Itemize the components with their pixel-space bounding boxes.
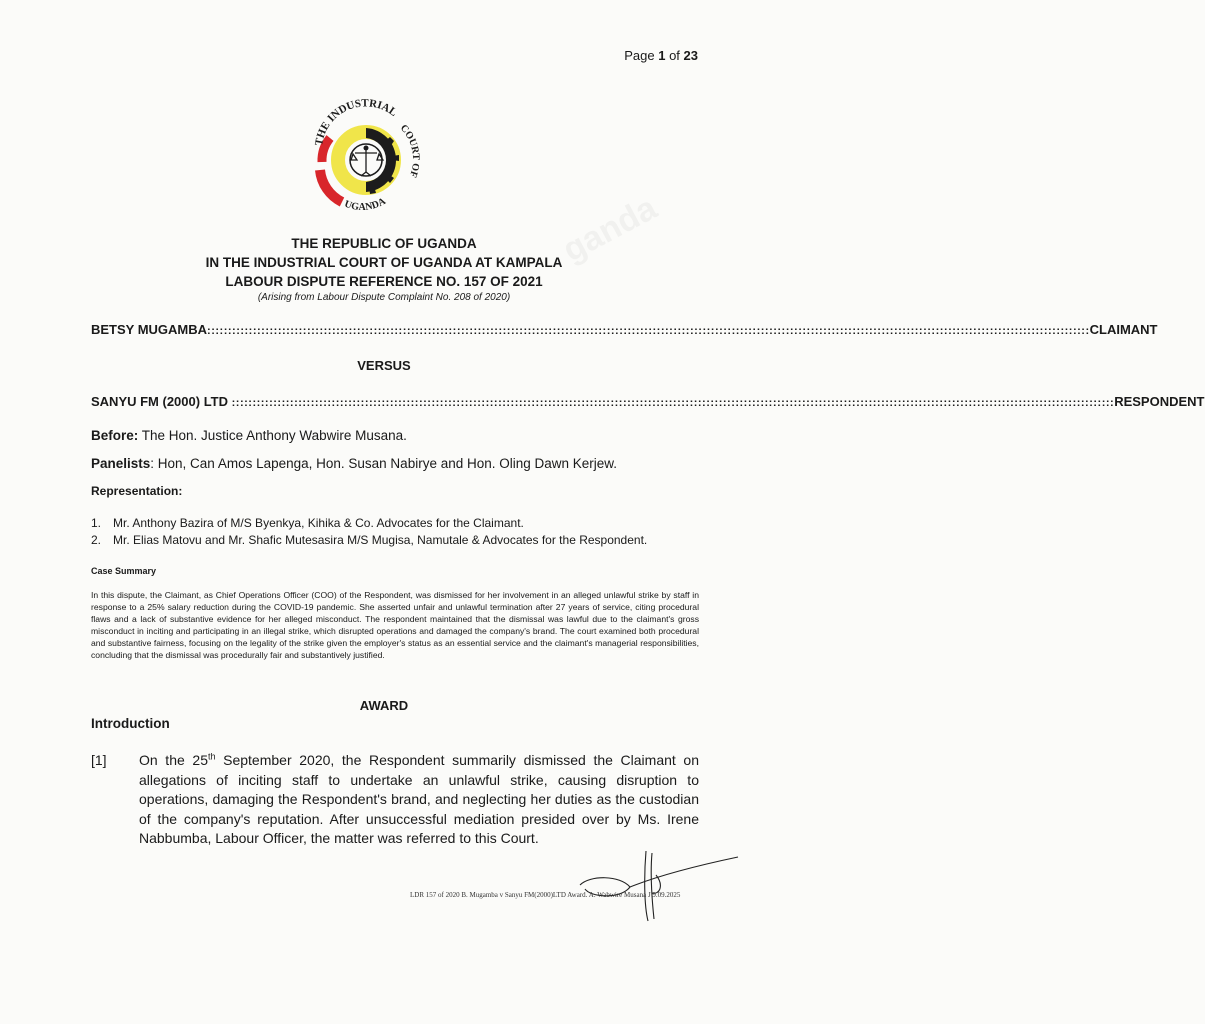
seal-text-bottom: UGANDA [342,195,388,213]
title-arising: (Arising from Labour Dispute Complaint No. 208 of 2020) [257,292,511,303]
panelists-label: Panelists [91,456,151,471]
respondent-dots: :::::::::::::::::::::::::::::::::::::::::::::::::::::::::::::::::::::::::::::::::::::::::::::::::::::::::::::::::::::::::::::::::::::::::::::::::::::::::::::::::::::::::::::::::::::::::::::::::::::::::::::::::::: [231,397,1115,409]
claimant-line [91,322,1158,337]
representation-item: 1. Mr. Anthony Bazira of M/S Byenkya, Kihika & Co. Advocates for the Claimant. [91,516,524,530]
award-heading: AWARD [359,698,409,713]
paragraph-text: On the 25th September 2020, the Respondent summarily dismissed the Claimant on allegations of inciting staff to undertake an unlawful strike, causing disruption to operations, damaging the Respondent's brand, and neglecting her duties as the custodian of the company's reputation. After unsuccessful mediation presided over by Ms. Irene Nabbumba, Labour Officer, the matter was referred to this Court. [139,751,699,846]
paragraph-1 [91,751,699,849]
before-label: Before: [91,428,139,443]
before-text: The Hon. Justice Anthony Wabwire Musana. [141,428,407,443]
respondent-role: RESPONDENT [1114,394,1205,409]
respondent-line [91,394,1205,409]
introduction-heading: Introduction [91,716,170,731]
claimant-name: BETSY MUGAMBA [91,322,208,337]
panelists-text: : Hon, Can Amos Lapenga, Hon. Susan Nabirye and Hon. Oling Dawn Kerjew. [150,456,618,471]
versus-label: VERSUS [357,358,411,373]
svg-text:UGANDA [343,196,388,213]
paragraph-number: [1] [91,752,107,768]
respondent-name: SANYU FM (2000) LTD [91,394,228,409]
title-court: IN THE INDUSTRIAL COURT OF UGANDA AT KAMPALA [205,255,563,270]
before-line [91,428,407,443]
case-summary-body: In this dispute, the Claimant, as Chief Operations Officer (COO) of the Respondent, was dismissed for her involvement in an alleged unlawful strike by staff in response to a 25% salary reduction during the COVID-19 pandemic. She asserted unfair and unlawful termination after 27 years of service, citing procedural flaws and a lack of substantive evidence for her alleged misconduct. The respondent maintained that the dismissal was lawful due to the claimant's gross misconduct in inciting and participating in an illegal strike, which disrupted operations and damaged the company's brand. The court examined both procedural and substantive fairness, focusing on the legality of the strike given the employer's status as an essential service and the claimant's managerial responsibilities, concluding that the dismissal was procedurally fair and substantively justified. [91,590,699,660]
signature [560,845,750,925]
seal-text-top: THE INDUSTRIAL [312,98,400,147]
footer-citation: LDR 157 of 2020 B. Mugamba v Sanyu FM(2000)LTD Award. A. Wabwire Musana J 9.09.2025 [410,891,681,899]
seal-text-right: COURT OF [397,122,422,179]
title-reference: LABOUR DISPUTE REFERENCE NO. 157 OF 2021 [225,274,543,289]
title-republic: THE REPUBLIC OF UGANDA [291,236,477,251]
representation-item: 2. Mr. Elias Matovu and Mr. Shafic Mutesasira M/S Mugisa, Namutale & Advocates for the Respondent. [91,533,648,547]
representation-heading: Representation: [91,484,183,498]
page-number: Page 1 of 23 [624,48,698,63]
claimant-role: CLAIMANT [1089,322,1158,337]
case-summary-heading: Case Summary [91,566,157,576]
claimant-dots: :::::::::::::::::::::::::::::::::::::::::::::::::::::::::::::::::::::::::::::::::::::::::::::::::::::::::::::::::::::::::::::::::::::::::::::::::::::::::::::::::::::::::::::::::::::::::::::::::::::::::::::::::::: [207,325,1090,337]
svg-text:COURT OF [398,123,421,179]
court-seal-logo [300,98,430,220]
panelists-line [91,456,617,471]
